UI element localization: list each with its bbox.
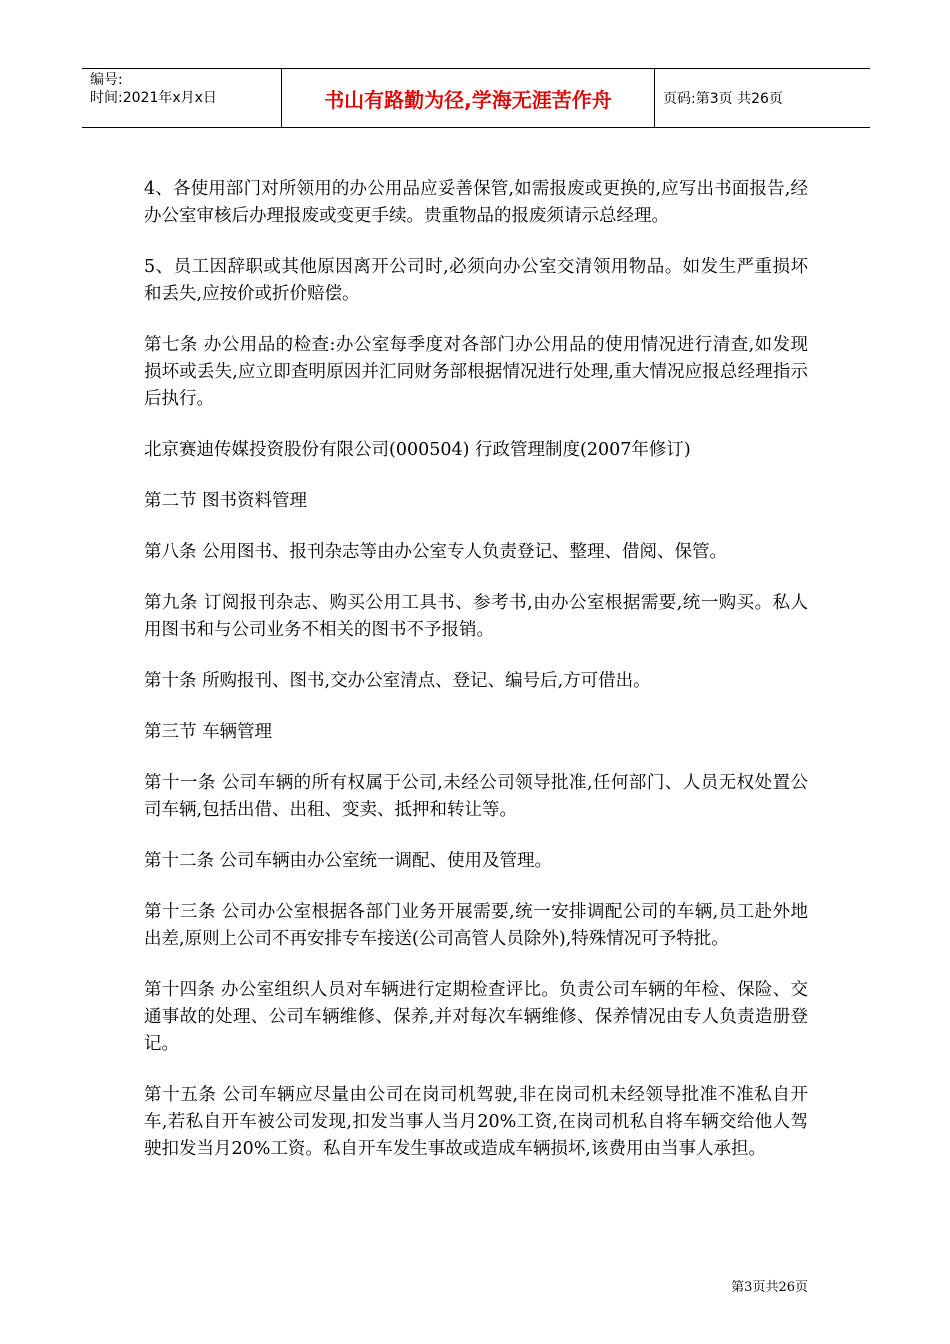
document-code-label: 编号: xyxy=(90,72,123,88)
header-meta xyxy=(82,69,282,127)
paragraph: 第十二条 公司车辆由办公室统一调配、使用及管理。 xyxy=(144,851,553,871)
document-body xyxy=(144,176,808,1187)
header-motto: 书山有路勤为径,学海无涯苦作舟 xyxy=(282,69,655,127)
company-title-line: 北京赛迪传媒投资股份有限公司(000504) 行政管理制度(2007年修订) xyxy=(144,440,691,460)
paragraph: 第十条 所购报刊、图书,交办公室清点、登记、编号后,方可借出。 xyxy=(144,671,651,691)
section-heading: 第二节 图书资料管理 xyxy=(144,491,308,511)
page-footer-number: 第3页共26页 xyxy=(731,1280,808,1295)
section-heading: 第三节 车辆管理 xyxy=(144,722,273,742)
paragraph: 第九条 订阅报刊杂志、购买公用工具书、参考书,由办公室根据需要,统一购买。私人用图书和与公司业务不相关的图书不予报销。 xyxy=(144,593,808,640)
paragraph: 第十一条 公司车辆的所有权属于公司,未经公司领导批准,任何部门、人员无权处置公司车辆,包括出借、出租、变卖、抵押和转让等。 xyxy=(144,773,808,820)
paragraph: 第十三条 公司办公室根据各部门业务开展需要,统一安排调配公司的车辆,员工赴外地出差,原则上公司不再安排专车接送(公司高管人员除外),特殊情况可予特批。 xyxy=(144,902,808,949)
paragraph: 第十四条 办公室组织人员对车辆进行定期检查评比。负责公司车辆的年检、保险、交通事故的处理、公司车辆维修、保养,并对每次车辆维修、保养情况由专人负责造册登记。 xyxy=(144,980,808,1054)
paragraph: 4、各使用部门对所领用的办公用品应妥善保管,如需报废或更换的,应写出书面报告,经办公室审核后办理报废或变更手续。贵重物品的报废须请示总经理。 xyxy=(144,179,808,226)
paragraph: 第十五条 公司车辆应尽量由公司在岗司机驾驶,非在岗司机未经领导批准不准私自开车,若私自开车被公司发现,扣发当事人当月20%工资,在岗司机私自将车辆交给他人驾驶扣发当月20%工资。私自开车发生事故或造成车辆损坏,该费用由当事人承担。 xyxy=(144,1085,808,1159)
page-header xyxy=(82,68,870,128)
paragraph: 第七条 办公用品的检查:办公室每季度对各部门办公用品的使用情况进行清查,如发现损坏或丢失,应立即查明原因并汇同财务部根据情况进行处理,重大情况应报总经理指示后执行。 xyxy=(144,335,808,409)
paragraph: 5、员工因辞职或其他原因离开公司时,必须向办公室交清领用物品。如发生严重损坏和丢失,应按价或折价赔偿。 xyxy=(144,257,808,304)
header-page-label: 页码:第3页 共26页 xyxy=(663,91,783,107)
document-time-label: 时间:2021年x月x日 xyxy=(90,90,217,106)
paragraph: 第八条 公用图书、报刊杂志等由办公室专人负责登记、整理、借阅、保管。 xyxy=(144,542,728,562)
